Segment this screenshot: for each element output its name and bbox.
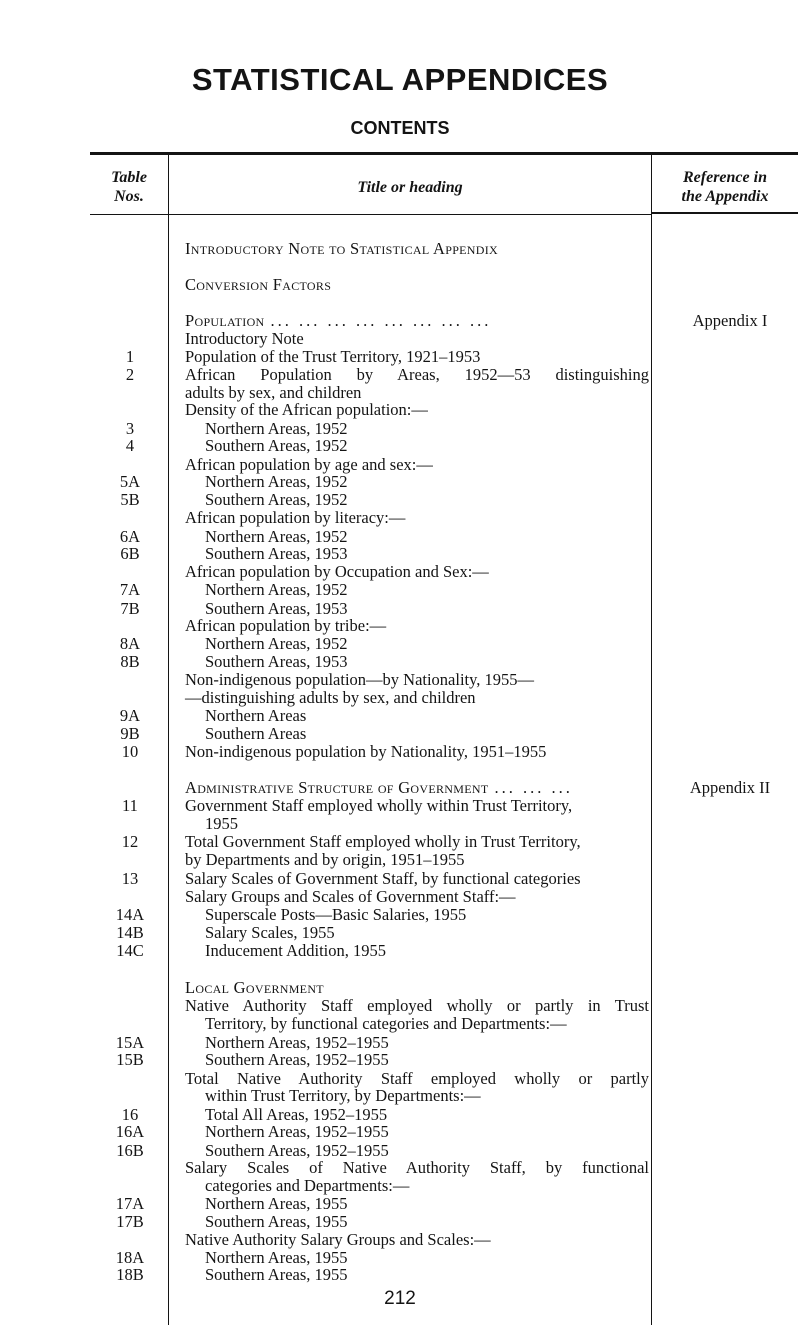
table-title: adults by sex, and children [185,382,362,402]
table-title: African population by age and sex:— [185,454,433,474]
section-heading: Conversion Factors [185,275,332,294]
table-number: 9B [120,723,140,743]
table-title: Northern Areas, 1955 [205,1194,348,1213]
section-heading: Local Government [185,978,324,998]
table-title: Salary Scales, 1955 [205,923,335,942]
header-bottom-rule-2 [169,214,651,215]
table-title: Northern Areas, 1952–1955 [205,1122,389,1142]
table-number: 12 [121,831,139,851]
table-title: Salary Groups and Scales of Government Staff:— [185,887,516,906]
table-title: Southern Areas [205,723,307,743]
table-title: Northern Areas, 1952 [205,526,348,546]
table-number: 7B [120,598,140,618]
table-number: 9A [119,706,141,726]
table-title: Northern Areas, 1952 [205,633,348,653]
table-title: Native Authority Salary Groups and Scales:— [185,1229,491,1249]
dot-leader: ... ... ... ... ... ... ... ... [270,310,492,330]
table-title: by Departments and by origin, 1951–1955 [185,850,465,870]
page-number: 212 [384,1288,416,1309]
table-title: Total Government Staff employed wholly in Trust Territory, [185,831,581,851]
header-table-nos-line1: Table [111,169,147,186]
contents-row [0,940,800,961]
table-title: Density of the African population:— [185,400,428,420]
table-title: Southern Areas, 1953 [205,598,348,618]
table-title: Total Native Authority Staff employed wholly or partly [185,1068,649,1088]
header-title: Title or heading [357,179,463,196]
contents-row [0,741,800,762]
header-table-nos-line2: Nos. [114,188,144,205]
table-title: Non-indigenous population by Nationality, 1951–1955 [185,741,547,761]
table-title: Territory, by functional categories and Departments:— [205,1014,567,1034]
header-reference-line2: the Appendix [681,188,769,205]
table-title: Northern Areas, 1952 [205,418,348,438]
table-number: 14A [115,904,145,924]
header-top-rule [90,152,798,155]
table-title: Population of the Trust Territory, 1921–1953 [185,346,481,366]
table-number: 10 [121,741,139,761]
table-title: Salary Scales of Native Authority Staff, by functional [185,1158,649,1177]
page-title: STATISTICAL APPENDICES [191,62,609,97]
table-title: Northern Areas, 1952 [205,472,348,492]
table-title: Superscale Posts—Basic Salaries, 1955 [205,904,467,924]
header-table-nos [90,168,168,206]
section-heading: Introductory Note to Statistical Appendix [185,239,498,258]
appendix-reference: Appendix II [689,778,771,798]
header-reference [652,168,798,206]
section-heading-label: Administrative Structure of Government [185,778,489,798]
table-title: 1955 [205,814,238,834]
table-title: African population by Occupation and Sex:— [185,561,489,581]
table-number: 17B [116,1211,144,1231]
contents-row [0,238,800,259]
table-number: 18B [116,1265,144,1284]
table-title: Northern Areas, 1952–1955 [205,1032,389,1052]
table-number: 5B [120,489,140,509]
page-subtitle: CONTENTS [350,118,450,138]
table-title: Government Staff employed wholly within Trust Territory, [185,795,573,815]
table-number: 15B [116,1050,144,1070]
table-number: 4 [125,436,135,456]
table-number: 6B [120,544,140,564]
table-title: Northern Areas, 1952 [205,580,348,600]
table-title: Southern Areas, 1953 [205,652,348,671]
table-number: 1 [125,346,135,366]
table-title: —distinguishing adults by sex, and children [185,688,476,707]
table-number: 14B [116,923,144,942]
table-number: 16A [115,1122,145,1142]
header-bottom-rule-3 [652,212,798,214]
table-title: African Population by Areas, 1952—53 distinguishing [185,365,649,385]
table-title: African population by tribe:— [185,616,387,636]
table-title: Total All Areas, 1952–1955 [205,1104,388,1124]
header-reference-line1: Reference in [683,169,767,186]
contents-row [0,1264,800,1285]
table-title: categories and Departments:— [205,1176,410,1196]
table-title: Northern Areas [205,706,307,726]
table-number: 8B [120,652,140,671]
table-title: Southern Areas, 1952 [205,489,348,509]
table-number: 11 [122,795,138,815]
table-number: 14C [116,940,144,960]
table-title: within Trust Territory, by Departments:— [205,1086,481,1106]
header-bottom-rule-1 [90,214,168,215]
table-title: Introductory Note [185,329,304,349]
table-number: 16 [121,1104,139,1124]
table-number: 3 [125,418,135,438]
appendix-reference: Appendix I [692,310,768,330]
dot-leader: ... ... ... [494,778,573,798]
table-title: Salary Scales of Government Staff, by functional categories [185,868,581,888]
table-number: 5A [119,472,141,492]
table-title: Southern Areas, 1953 [205,544,348,564]
table-number: 13 [121,868,139,888]
table-title: African population by literacy:— [185,508,406,528]
table-number: 16B [116,1140,144,1160]
table-title: Southern Areas, 1955 [205,1211,348,1231]
table-title: Northern Areas, 1955 [205,1247,348,1267]
table-number: 18A [115,1247,145,1267]
table-title: Southern Areas, 1952 [205,436,348,456]
table-number: 8A [119,633,141,653]
table-number: 7A [119,580,141,600]
table-number: 6A [119,526,141,546]
table-title: Inducement Addition, 1955 [205,940,387,960]
table-number: 17A [115,1194,145,1213]
table-title: Native Authority Staff employed wholly or partly in Trust [185,995,649,1015]
table-title: Southern Areas, 1955 [205,1265,348,1284]
contents-row [0,274,800,295]
section-heading-label: Population [185,310,265,330]
table-title: Southern Areas, 1952–1955 [205,1050,389,1070]
table-number: 15A [115,1032,145,1052]
table-number: 2 [125,365,135,385]
table-title: Non-indigenous population—by Nationality, 1955— [185,669,535,689]
table-title: Southern Areas, 1952–1955 [205,1140,389,1160]
